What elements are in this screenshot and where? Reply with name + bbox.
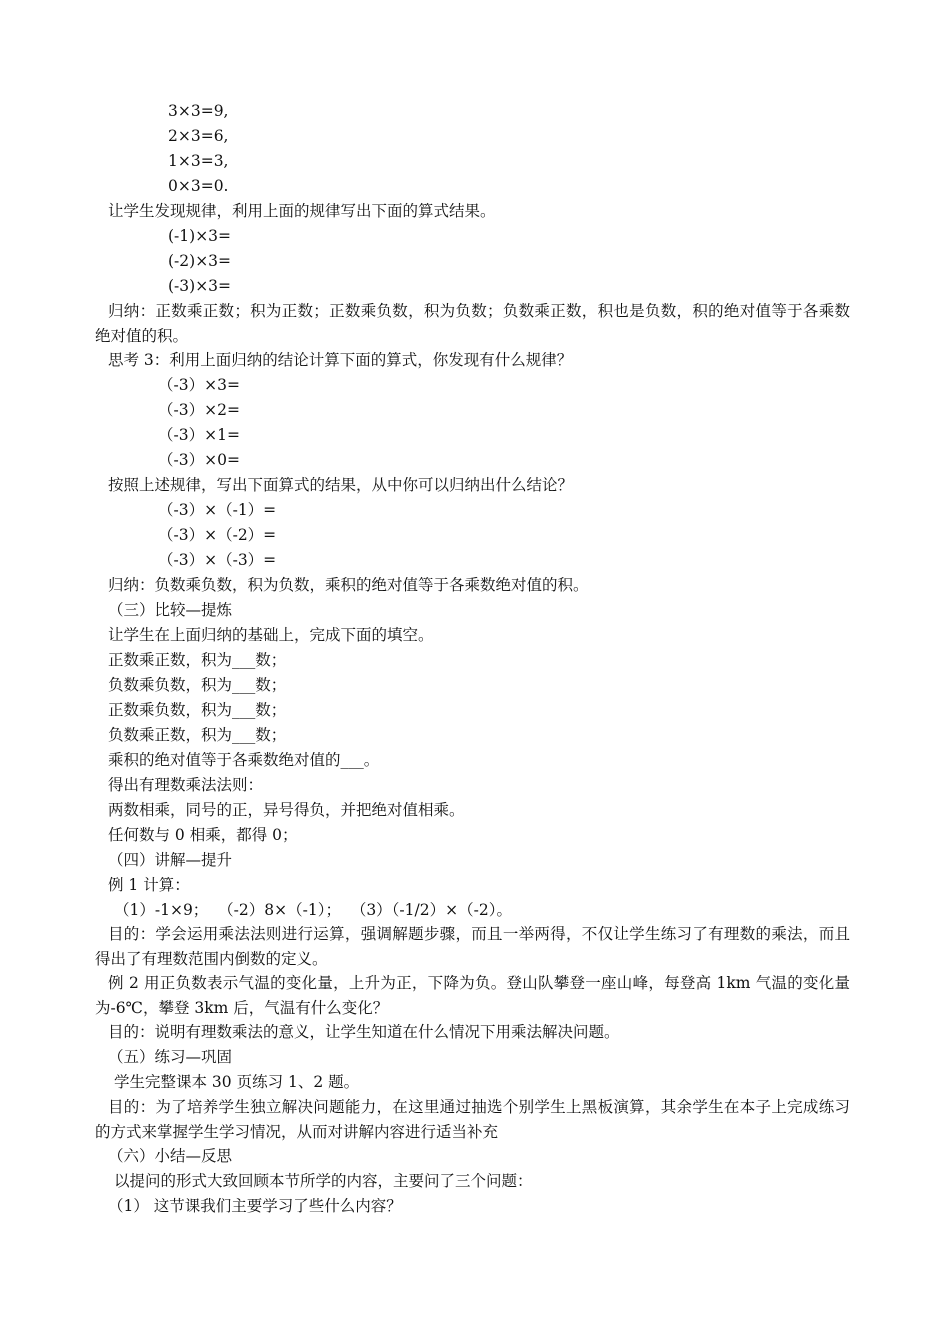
text-line: 任何数与 0 相乘，都得 0；: [108, 826, 298, 844]
text-line: （1）-1×9； （-2）8×（-1）； （3）（-1/2）×（-2）。: [114, 901, 512, 919]
text-line: （1） 这节课我们主要学习了些什么内容？: [108, 1197, 402, 1215]
text-line: 3×3=9,: [168, 102, 229, 120]
text-line: 归纳：负数乘负数，积为负数，乘积的绝对值等于各乘数绝对值的积。: [108, 576, 589, 594]
text-line: 例 1 计算：: [108, 876, 190, 894]
text-line: 目的：说明有理数乘法的意义，让学生知道在什么情况下用乘法解决问题。: [108, 1023, 620, 1041]
text-line: 负数乘正数，积为___数；: [108, 726, 287, 744]
section-heading: （六）小结—反思: [108, 1147, 233, 1165]
text-line: 让学生发现规律，利用上面的规律写出下面的算式结果。: [108, 202, 496, 220]
text-line: 按照上述规律，写出下面算式的结果，从中你可以归纳出什么结论？: [108, 476, 574, 494]
text-line: (-3)×3=: [168, 277, 232, 295]
text-line: （-3）×3=: [158, 376, 240, 394]
text-line: 负数乘负数，积为___数；: [108, 676, 287, 694]
text-line: 1×3=3,: [168, 152, 229, 170]
paragraph: 例 2 用正负数表示气温的变化量，上升为正，下降为负。登山队攀登一座山峰，每登高 1km 气温的变化量为-6℃，攀登 3km 后，气温有什么变化？: [95, 974, 850, 1017]
text-line: 得出有理数乘法法则：: [108, 776, 264, 794]
text-line: 2×3=6,: [168, 127, 229, 145]
section-heading: （三）比较—提炼: [108, 601, 233, 619]
text-line: （-3）×1=: [158, 426, 240, 444]
text-line: （-3）×0=: [158, 451, 240, 469]
text-line: 让学生在上面归纳的基础上，完成下面的填空。: [108, 626, 434, 644]
text-line: 以提问的形式大致回顾本节所学的内容，主要问了三个问题：: [114, 1172, 533, 1190]
text-line: 正数乘负数，积为___数；: [108, 701, 287, 719]
paragraph: 目的：学会运用乘法法则进行运算，强调解题步骤，而且一举两得，不仅让学生练习了有理数的乘法，而且得出了有理数范围内倒数的定义。: [95, 925, 850, 968]
paragraph: 归纳：正数乘正数；积为正数；正数乘负数，积为负数；负数乘正数，积也是负数，积的绝对值等于各乘数绝对值的积。: [95, 302, 850, 345]
section-heading: （四）讲解—提升: [108, 851, 233, 869]
text-line: （-3）×2=: [158, 401, 240, 419]
text-line: 乘积的绝对值等于各乘数绝对值的___。: [108, 751, 380, 769]
paragraph: 目的：为了培养学生独立解决问题能力，在这里通过抽选个别学生上黑板演算，其余学生在本子上完成练习的方式来掌握学生学习情况，从而对讲解内容进行适当补充: [95, 1098, 850, 1141]
text-line: 两数相乘，同号的正，异号得负，并把绝对值相乘。: [108, 801, 465, 819]
text-line: 学生完整课本 30 页练习 1、2 题。: [114, 1073, 360, 1091]
section-heading: （五）练习—巩固: [108, 1048, 233, 1066]
text-line: 正数乘正数，积为___数；: [108, 651, 287, 669]
text-line: （-3）×（-3）=: [158, 551, 277, 569]
text-line: (-1)×3=: [168, 227, 232, 245]
text-line: 思考 3：利用上面归纳的结论计算下面的算式，你发现有什么规律？: [108, 351, 573, 369]
text-line: 0×3=0.: [168, 177, 229, 195]
text-line: （-3）×（-2）=: [158, 526, 277, 544]
text-line: （-3）×（-1）=: [158, 501, 277, 519]
text-line: (-2)×3=: [168, 252, 232, 270]
